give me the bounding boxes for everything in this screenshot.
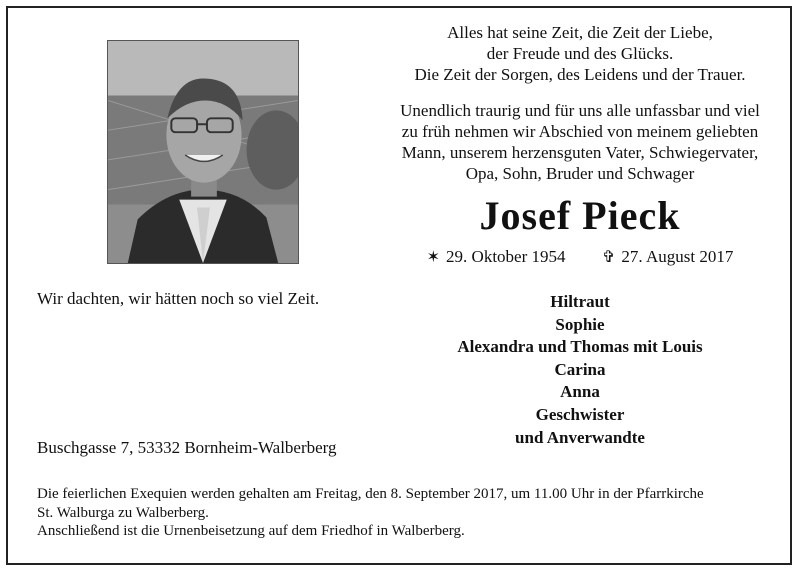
portrait-image [108, 41, 298, 263]
intro-line: Unendlich traurig und für uns alle unfassbar und viel [400, 101, 760, 120]
motto-text: Wir dachten, wir hätten noch so viel Zeit. [37, 289, 320, 308]
mourners-list [360, 291, 800, 449]
mourner-name: Carina [554, 359, 606, 379]
mourner-name: Sophie [555, 314, 605, 334]
life-dates [360, 246, 800, 269]
intro-line: zu früh nehmen wir Abschied von meinem geliebten [401, 122, 759, 141]
mourner-name: Alexandra und Thomas mit Louis [457, 337, 703, 357]
death-cross-icon: ✞ [602, 249, 616, 266]
death-date: 27. August 2017 [621, 247, 734, 266]
quote-line: Alles hat seine Zeit, die Zeit der Liebe, [447, 23, 713, 42]
mourner-name: Anna [560, 382, 600, 402]
funeral-details [37, 485, 782, 541]
birth-date: 29. Oktober 1954 [446, 247, 566, 266]
funeral-line: Anschließend ist die Urnenbeisetzung auf dem Friedhof in Walberberg. [37, 523, 465, 539]
funeral-line: Die feierlichen Exequien werden gehalten am Freitag, den 8. September 2017, um 11.00 Uhr in der Pfarrkirche [37, 486, 704, 502]
funeral-line: St. Walburga zu Walberberg. [37, 504, 209, 521]
intro-line: Opa, Sohn, Bruder und Schwager [465, 164, 695, 183]
intro-text [360, 100, 800, 184]
birth-star-icon: ✶ [426, 249, 441, 266]
quote-verse [360, 22, 800, 85]
deceased-name: Josef Pieck [479, 193, 681, 238]
mourner-name: und Anverwandte [515, 427, 645, 447]
portrait-photo [107, 40, 299, 264]
intro-line: Mann, unserem herzensguten Vater, Schwiegervater, [401, 143, 759, 162]
family-address: Buschgasse 7, 53332 Bornheim-Walberberg [37, 438, 337, 457]
quote-line: Die Zeit der Sorgen, des Leidens und der Trauer. [414, 65, 746, 84]
mourner-name: Hiltraut [550, 292, 610, 311]
quote-line: der Freude und des Glücks. [486, 44, 674, 63]
mourner-name: Geschwister [535, 404, 625, 424]
